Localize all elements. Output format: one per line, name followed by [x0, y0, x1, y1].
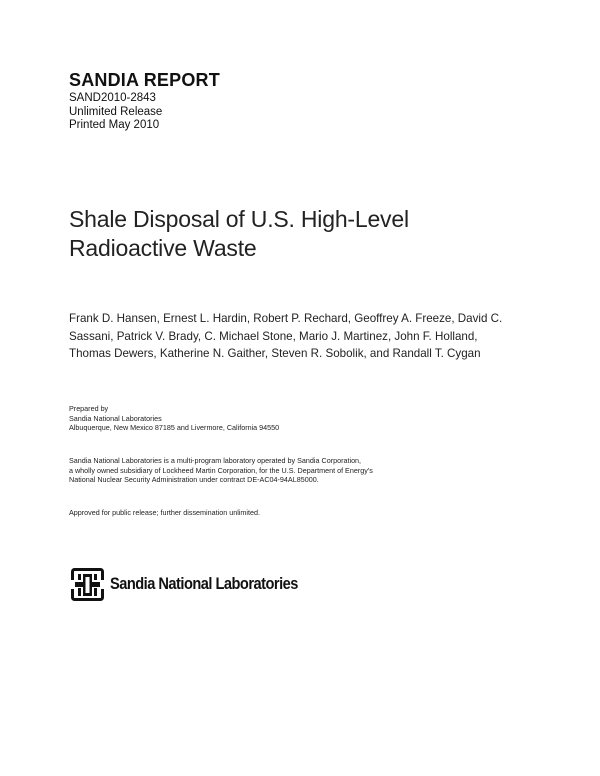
author-list	[69, 310, 502, 363]
title-line-1: Shale Disposal of U.S. High-Level	[69, 206, 409, 232]
title-line-2: Radioactive Waste	[69, 235, 257, 261]
prepared-line-3: Albuquerque, New Mexico 87185 and Livermore, California 94550	[69, 423, 280, 432]
sandia-thunderbird-icon	[71, 568, 104, 601]
operator-line-3: National Nuclear Security Administration under contract DE-AC04-94AL85000.	[69, 475, 319, 484]
report-title	[69, 205, 409, 263]
approval-statement: Approved for public release; further dissemination unlimited.	[69, 508, 260, 517]
prepared-line-1: Prepared by	[69, 404, 109, 413]
print-date: Printed May 2010	[69, 119, 160, 131]
author-line-1: Frank D. Hansen, Ernest L. Hardin, Robert P. Rechard, Geoffrey A. Freeze, David C.	[69, 312, 503, 325]
prepared-by-block	[69, 404, 279, 433]
author-line-3: Thomas Dewers, Katherine N. Gaither, Steven R. Sobolik, and Randall T. Cygan	[69, 347, 481, 360]
operator-line-2: a wholly owned subsidiary of Lockheed Martin Corporation, for the U.S. Department of Energy's	[69, 465, 373, 475]
report-number: SAND2010-2843	[69, 92, 156, 104]
report-meta	[69, 92, 162, 133]
operator-line-1: Sandia National Laboratories is a multi-program laboratory operated by Sandia Corporation,	[69, 456, 362, 465]
prepared-line-2: Sandia National Laboratories	[69, 413, 162, 423]
report-label: SANDIA REPORT	[69, 70, 220, 90]
operator-statement	[69, 456, 373, 485]
author-line-2: Sassani, Patrick V. Brady, C. Michael Stone, Mario J. Martinez, John F. Holland,	[69, 329, 478, 343]
sandia-logo	[71, 567, 328, 601]
logo-text: Sandia National Laboratories	[110, 574, 298, 593]
release-status: Unlimited Release	[69, 105, 163, 118]
